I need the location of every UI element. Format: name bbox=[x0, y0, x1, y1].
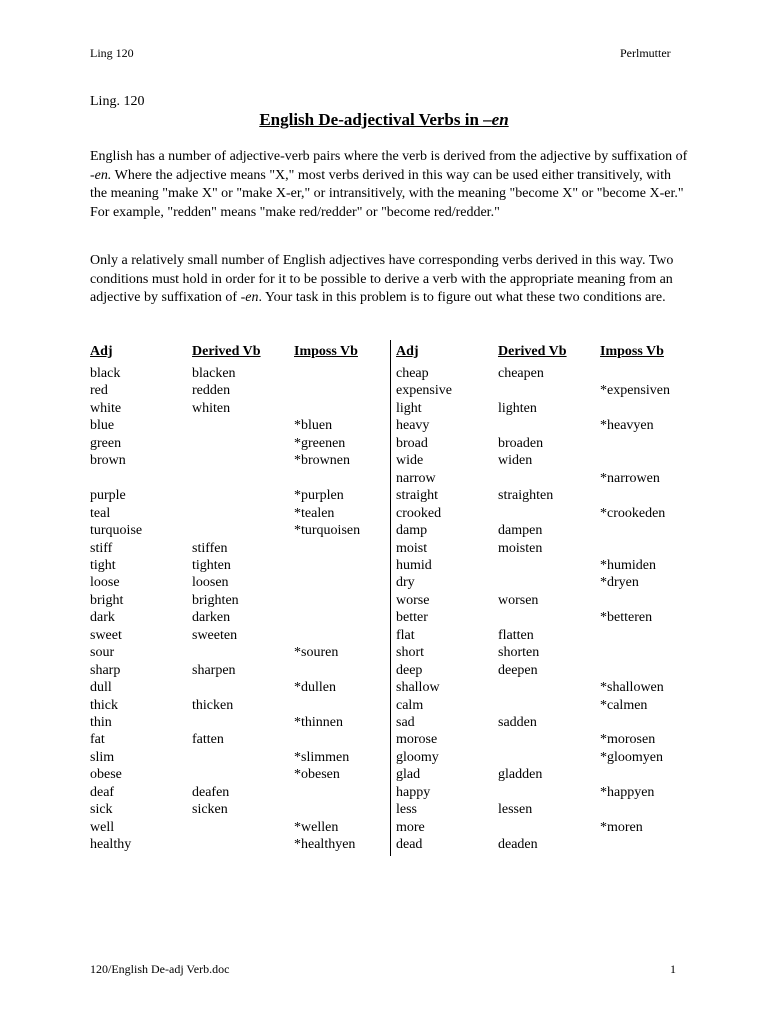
impossible-verb-cell: *humiden bbox=[600, 557, 656, 573]
adjective-cell: moist bbox=[396, 540, 428, 556]
intro-part1: English has a number of adjective-verb pairs where the verb is derived from the adjective by suffixation of - bbox=[90, 149, 688, 183]
derived-verb-cell: whiten bbox=[192, 400, 231, 416]
footer-filename: 120/English De-adj Verb.doc bbox=[90, 962, 230, 976]
adjective-cell: fat bbox=[90, 732, 105, 748]
adjective-cell: light bbox=[396, 400, 422, 416]
adjective-cell: green bbox=[90, 435, 122, 451]
page-title bbox=[0, 110, 768, 130]
impossible-verb-cell: *thinnen bbox=[294, 715, 343, 730]
impossible-verb-cell: *dullen bbox=[294, 680, 336, 696]
adjective-cell: healthy bbox=[90, 837, 132, 853]
column-header: Imposs Vb bbox=[294, 344, 358, 359]
adjective-cell: stiff bbox=[90, 540, 113, 556]
adjective-cell: gloomy bbox=[396, 749, 439, 765]
adjective-cell: teal bbox=[90, 505, 111, 521]
derived-verb-cell: straighten bbox=[498, 488, 554, 504]
title-main: English De-adjectival Verbs in – bbox=[259, 110, 492, 129]
impossible-verb-cell: *happyen bbox=[600, 784, 655, 800]
adjective-cell: less bbox=[396, 802, 417, 818]
derived-verb-cell: lighten bbox=[498, 400, 537, 416]
impossible-verb-cell: *bluen bbox=[294, 418, 333, 434]
derived-verb-cell: sweeten bbox=[192, 627, 238, 643]
adjective-cell: humid bbox=[396, 557, 432, 573]
impossible-verb-cell: *narrowen bbox=[600, 470, 660, 486]
column-header: Adj bbox=[90, 344, 113, 359]
impossible-verb-cell: *brownen bbox=[294, 453, 350, 469]
impossible-verb-cell: *gloomyen bbox=[600, 749, 663, 765]
impossible-verb-cell: *crookeden bbox=[600, 505, 666, 521]
intro-suffix: en. bbox=[94, 167, 112, 183]
derived-verb-cell: flatten bbox=[498, 627, 534, 643]
derived-verb-cell: shorten bbox=[498, 645, 540, 661]
derived-verb-cell: tighten bbox=[192, 557, 231, 573]
adjective-cell: loose bbox=[90, 575, 120, 591]
footer-page-number: 1 bbox=[670, 962, 676, 976]
adjective-cell: sharp bbox=[90, 662, 121, 678]
adjective-cell: morose bbox=[396, 732, 438, 748]
adjective-cell: deep bbox=[396, 662, 423, 678]
impossible-verb-cell: *souren bbox=[294, 645, 339, 661]
derived-verb-cell: dampen bbox=[498, 523, 543, 539]
derived-verb-cell: sicken bbox=[192, 802, 228, 818]
derived-verb-cell: deaden bbox=[498, 837, 538, 853]
impossible-verb-cell: *greenen bbox=[294, 435, 346, 451]
derived-verb-cell: deafen bbox=[192, 784, 230, 800]
adjective-cell: dull bbox=[90, 680, 112, 696]
adjective-cell: dead bbox=[396, 837, 423, 853]
course-line: Ling. 120 bbox=[90, 94, 145, 109]
adjective-cell: happy bbox=[396, 784, 431, 800]
impossible-verb-cell: *calmen bbox=[600, 697, 648, 713]
adjective-cell: tight bbox=[90, 557, 116, 573]
derived-verb-cell: sharpen bbox=[192, 662, 236, 678]
impossible-verb-cell: *moren bbox=[600, 819, 643, 835]
adjective-cell: shallow bbox=[396, 680, 440, 696]
derived-verb-cell: loosen bbox=[192, 575, 229, 591]
header-course: Ling 120 bbox=[90, 46, 134, 60]
derived-verb-cell: brighten bbox=[192, 592, 239, 608]
column-divider bbox=[390, 340, 391, 856]
adjective-cell: broad bbox=[396, 435, 428, 451]
impossible-verb-cell: *obesen bbox=[294, 767, 340, 783]
adjective-cell: calm bbox=[396, 697, 424, 713]
derived-verb-cell: deepen bbox=[498, 662, 538, 678]
impossible-verb-cell: *wellen bbox=[294, 819, 339, 835]
adjective-cell: thick bbox=[90, 697, 118, 713]
adjective-cell: worse bbox=[396, 592, 430, 608]
adjective-cell: straight bbox=[396, 488, 438, 504]
adjective-cell: sour bbox=[90, 645, 115, 661]
impossible-verb-cell: *heavyen bbox=[600, 418, 654, 434]
derived-verb-cell: moisten bbox=[498, 540, 543, 556]
adjective-cell: sad bbox=[396, 715, 415, 730]
adjective-cell: glad bbox=[396, 767, 421, 783]
intro-part2: Where the adjective means "X," most verbs derived in this way can be used either transitively, with the meaning "make X" or "make X-er," or intransitively, with the meaning "become X" or "become X-er." For example, "redden" means "make red/redder" or "become red/redder." bbox=[90, 167, 684, 220]
task-part2: . Your task in this problem is to figure out what these two conditions are. bbox=[258, 290, 666, 305]
adjective-cell: bright bbox=[90, 592, 124, 608]
task-part1: Only a relatively small number of English adjectives have corresponding verbs derived in this way. Two conditions must hold in order for it to be possible to derive a verb with the appropriate meaning from an adjective by suffixation of - bbox=[90, 253, 674, 305]
impossible-verb-cell: *expensiven bbox=[600, 383, 670, 399]
derived-verb-cell: thicken bbox=[192, 697, 234, 713]
header-author: Perlmutter bbox=[620, 46, 671, 60]
impossible-verb-cell: *purplen bbox=[294, 488, 344, 504]
adjective-cell: purple bbox=[90, 488, 126, 504]
adjective-cell: heavy bbox=[396, 418, 430, 434]
adjective-cell: deaf bbox=[90, 784, 115, 800]
adjective-cell: brown bbox=[90, 453, 126, 469]
adjective-cell: sick bbox=[90, 802, 113, 818]
adjective-cell: black bbox=[90, 366, 121, 381]
adjective-cell: red bbox=[90, 383, 108, 399]
derived-verb-cell: broaden bbox=[498, 435, 544, 451]
impossible-verb-cell: *betteren bbox=[600, 610, 653, 626]
derived-verb-cell: stiffen bbox=[192, 540, 228, 556]
adjective-cell: cheap bbox=[396, 366, 429, 381]
adjective-cell: expensive bbox=[396, 383, 452, 399]
adjective-cell: sweet bbox=[90, 627, 122, 643]
adjective-cell: narrow bbox=[396, 470, 436, 486]
adjective-cell: slim bbox=[90, 749, 115, 765]
derived-verb-cell: darken bbox=[192, 610, 231, 626]
task-paragraph bbox=[90, 252, 690, 308]
impossible-verb-cell: *dryen bbox=[600, 575, 639, 591]
adjective-cell: turquoise bbox=[90, 523, 143, 539]
adjective-cell: dry bbox=[396, 575, 415, 591]
impossible-verb-cell: *shallowen bbox=[600, 680, 664, 696]
adjective-cell: obese bbox=[90, 767, 122, 783]
verb-table bbox=[0, 340, 768, 860]
adjective-cell: blue bbox=[90, 418, 115, 434]
task-suffix: en bbox=[245, 290, 259, 305]
derived-verb-cell: widen bbox=[498, 453, 533, 469]
adjective-cell: short bbox=[396, 645, 424, 661]
impossible-verb-cell: *turquoisen bbox=[294, 523, 361, 539]
intro-paragraph bbox=[90, 148, 690, 222]
column-header: Imposs Vb bbox=[600, 344, 664, 359]
impossible-verb-cell: *tealen bbox=[294, 505, 335, 521]
impossible-verb-cell: *morosen bbox=[600, 732, 656, 748]
derived-verb-cell: sadden bbox=[498, 715, 537, 730]
adjective-cell: better bbox=[396, 610, 428, 626]
derived-verb-cell: redden bbox=[192, 383, 231, 399]
derived-verb-cell: worsen bbox=[498, 592, 539, 608]
adjective-cell: white bbox=[90, 400, 122, 416]
derived-verb-cell: gladden bbox=[498, 767, 543, 783]
adjective-cell: thin bbox=[90, 715, 112, 730]
derived-verb-cell: blacken bbox=[192, 366, 236, 381]
derived-verb-cell: cheapen bbox=[498, 366, 544, 381]
adjective-cell: crooked bbox=[396, 505, 442, 521]
column-header: Derived Vb bbox=[192, 344, 261, 359]
adjective-cell: more bbox=[396, 819, 425, 835]
column-header: Adj bbox=[396, 344, 419, 359]
adjective-cell: well bbox=[90, 819, 115, 835]
column-header: Derived Vb bbox=[498, 344, 567, 359]
impossible-verb-cell: *slimmen bbox=[294, 749, 350, 765]
adjective-cell: wide bbox=[396, 453, 424, 469]
adjective-cell: damp bbox=[396, 523, 428, 539]
adjective-cell: dark bbox=[90, 610, 115, 626]
adjective-cell: flat bbox=[396, 627, 415, 643]
derived-verb-cell: lessen bbox=[498, 802, 533, 818]
impossible-verb-cell: *healthyen bbox=[294, 837, 356, 853]
derived-verb-cell: fatten bbox=[192, 732, 224, 748]
title-suffix: en bbox=[491, 110, 509, 129]
